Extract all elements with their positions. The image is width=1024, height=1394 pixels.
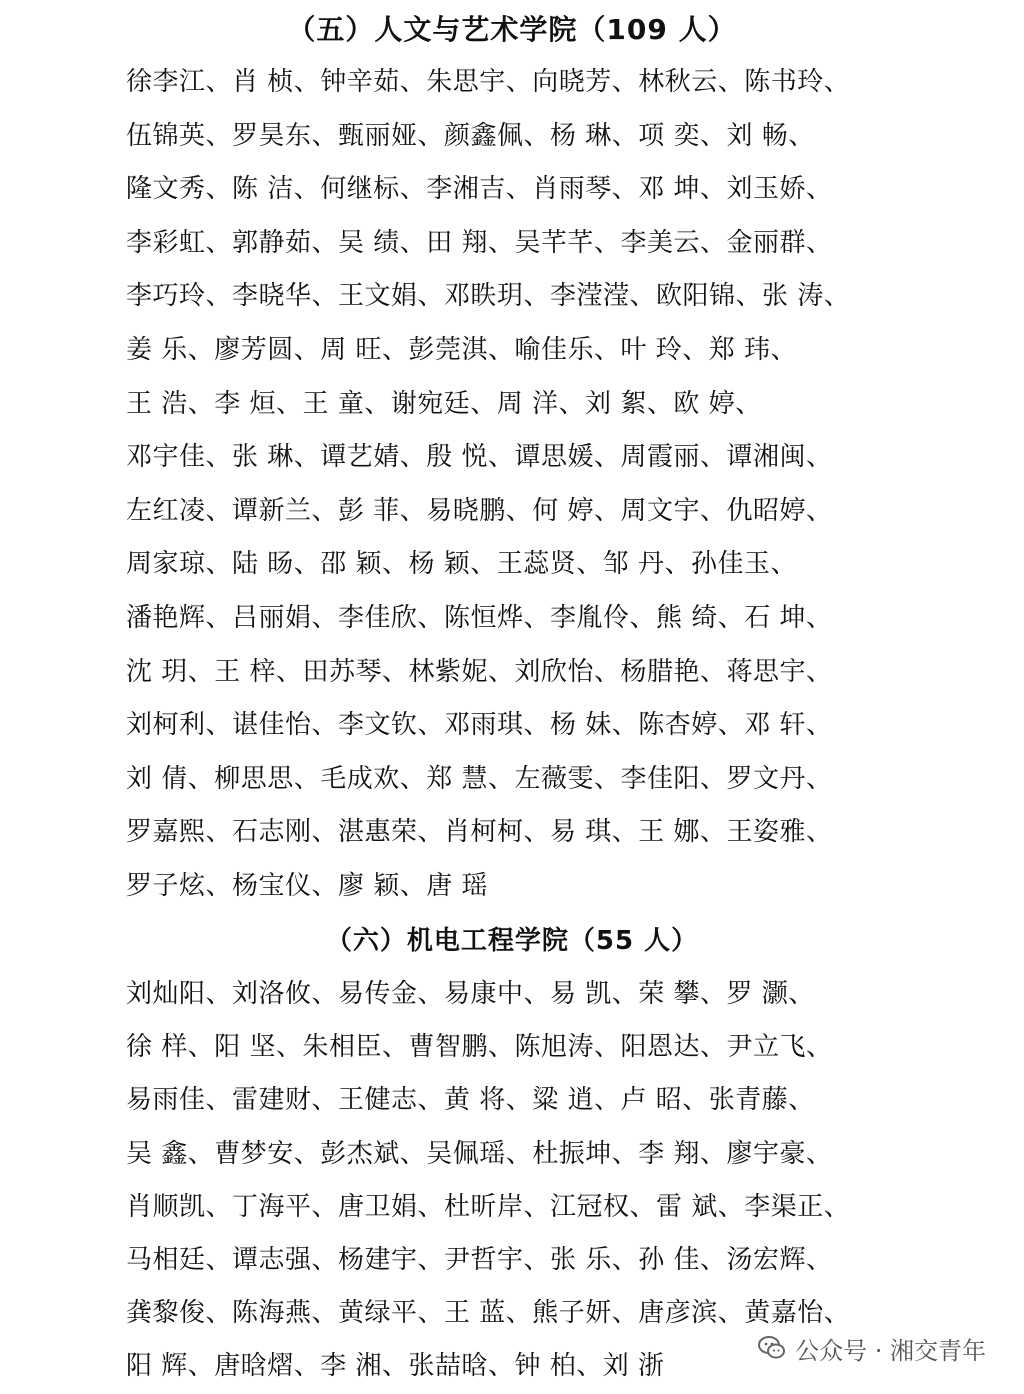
wechat-icon	[757, 1333, 787, 1363]
watermark-text: 公众号 · 湘交青年	[795, 1336, 986, 1365]
name-list-humanities	[126, 56, 906, 914]
name-line: 徐李江、肖 桢、钟辛茹、朱思宇、向晓芳、林秋云、陈书玲、	[126, 67, 851, 97]
name-line: 王 浩、李 烜、王 童、谢宛廷、周 洋、刘 絮、欧 婷、	[126, 388, 762, 419]
name-line: 阳 辉、唐晗熠、李 湘、张喆晗、钟 柏、刘 浙	[126, 1351, 665, 1382]
name-line: 李巧玲、李晓华、王文娟、邓眣玥、李滢滢、欧阳锦、张 涛、	[126, 281, 851, 312]
name-line: 刘 倩、柳思思、毛成欢、郑 慧、左薇雯、李佳阳、罗文丹、	[126, 763, 833, 794]
name-line: 罗嘉熙、石志刚、湛惠荣、肖柯柯、易 琪、王 娜、王姿雅、	[126, 817, 833, 848]
name-line: 马相廷、谭志强、杨建宇、尹哲宇、张 乐、孙 佳、汤宏辉、	[126, 1244, 833, 1275]
name-line: 隆文秀、陈 洁、何继标、李湘吉、肖雨琴、邓 坤、刘玉娇、	[126, 174, 833, 205]
watermark	[751, 1328, 992, 1368]
name-line: 李彩虹、郭静茹、吴 绩、田 翔、吴芊芊、李美云、金丽群、	[126, 227, 833, 258]
name-line: 刘灿阳、刘洛攸、易传金、易康中、易 凯、荣 攀、罗 灏、	[126, 979, 815, 1009]
name-line: 周家琼、陆 旸、邵 颖、杨 颖、王蕊贤、邹 丹、孙佳玉、	[126, 549, 798, 580]
name-line: 肖顺凯、丁海平、唐卫娟、杜昕岸、江冠权、雷 斌、李渠正、	[126, 1191, 851, 1222]
name-line: 徐 样、阳 坚、朱相臣、曹智鹏、陈旭涛、阳恩达、尹立飞、	[126, 1032, 833, 1063]
name-line: 罗子炫、杨宝仪、廖 颖、唐 瑶	[126, 870, 489, 901]
section-title-mechatronics: （六）机电工程学院（55 人）	[325, 926, 699, 956]
section-title-humanities: （五）人文与艺术学院（109 人）	[287, 13, 737, 46]
name-line: 吴 鑫、曹梦安、彭杰斌、吴佩瑶、杜振坤、李 翔、廖宇豪、	[126, 1138, 833, 1169]
name-line: 易雨佳、雷建财、王健志、黄 将、粱 逍、卢 昭、张青藤、	[126, 1085, 815, 1116]
name-line: 沈 玥、王 梓、田苏琴、林紫妮、刘欣怡、杨腊艳、蒋思宇、	[126, 656, 833, 687]
name-line: 姜 乐、廖芳圆、周 旺、彭莞淇、喻佳乐、叶 玲、郑 玮、	[126, 334, 798, 365]
name-line: 刘柯利、谌佳怡、李文钦、邓雨琪、杨 妹、陈杏婷、邓 轩、	[126, 710, 833, 741]
name-line: 左红凌、谭新兰、彭 菲、易晓鹏、何 婷、周文宇、仇昭婷、	[126, 495, 833, 526]
name-line: 龚黎俊、陈海燕、黄绿平、王 蓝、熊子妍、唐彦滨、黄嘉怡、	[126, 1298, 851, 1329]
name-line: 伍锦英、罗昊东、甄丽娅、颜鑫佩、杨 琳、项 奕、刘 畅、	[126, 120, 815, 151]
name-line: 潘艳辉、吕丽娟、李佳欣、陈恒烨、李胤伶、熊 绮、石 坤、	[126, 602, 833, 633]
name-line: 邓宇佳、张 琳、谭艺婧、殷 悦、谭思媛、周霞丽、谭湘闽、	[126, 442, 833, 473]
